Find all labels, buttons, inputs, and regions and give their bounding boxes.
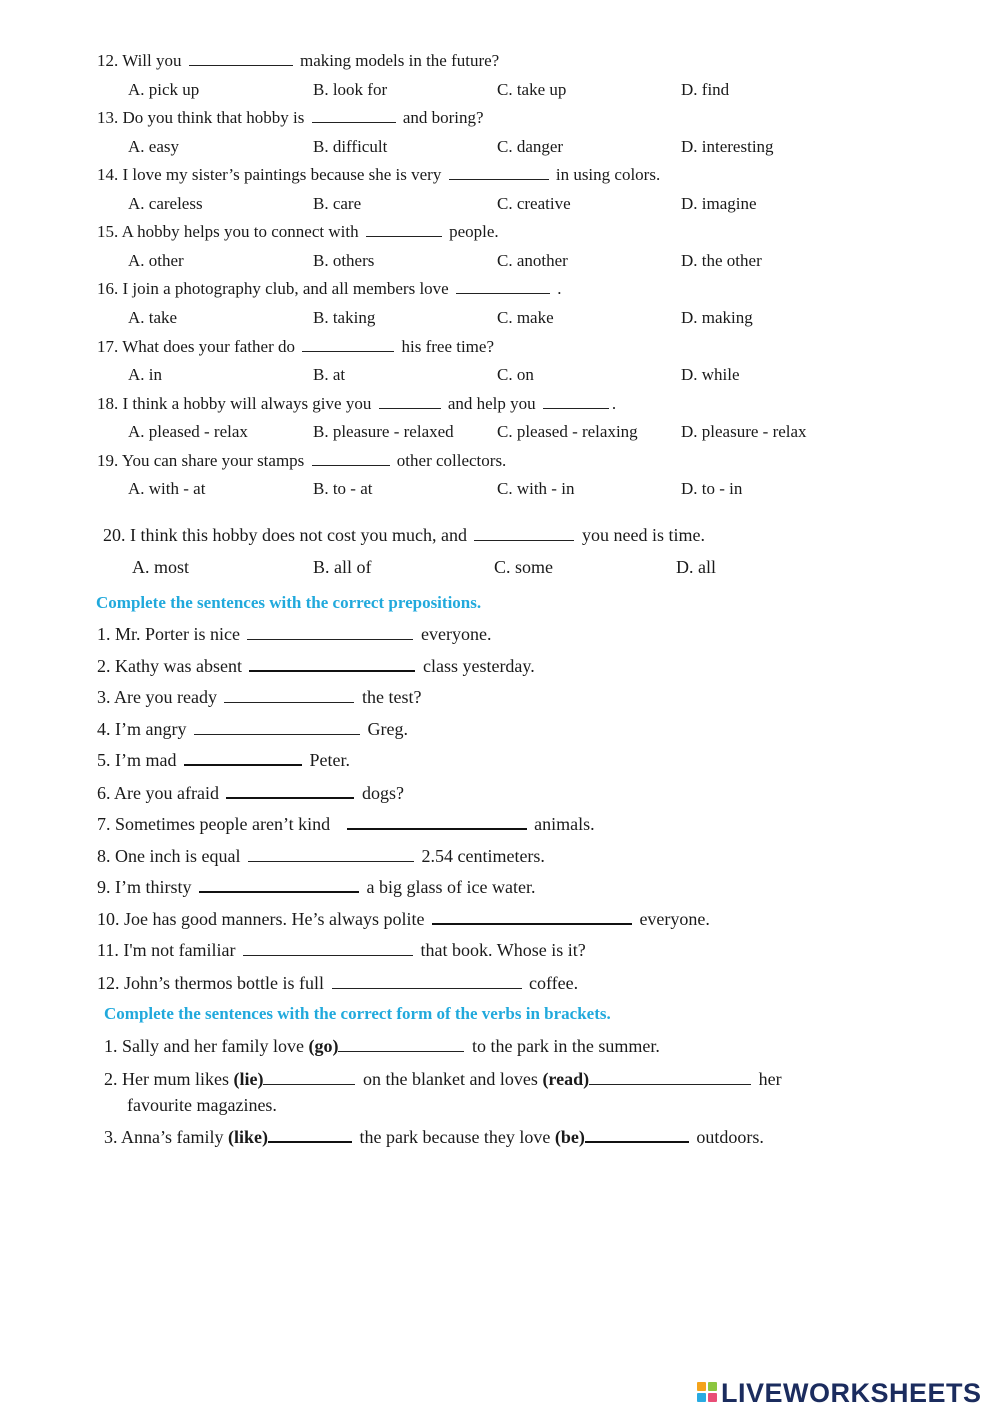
mc-question-19: 19. You can share your stamps other collectors. xyxy=(97,451,507,470)
mc-question-20: 20. I think this hobby does not cost you much, and you need is time. xyxy=(103,525,705,545)
mc-question-15: 15. A hobby helps you to connect with people. xyxy=(97,222,499,241)
answer-blank-1[interactable] xyxy=(263,1070,355,1085)
verb-item-1: 1. Sally and her family love (go) to the park in the summer. xyxy=(104,1036,660,1056)
answer-blank[interactable] xyxy=(248,847,414,862)
option-a[interactable]: A. pleased - relax xyxy=(128,422,248,441)
section-heading-prepositions: Complete the sentences with the correct prepositions. xyxy=(96,593,482,612)
preposition-item-1: 1. Mr. Porter is nice everyone. xyxy=(97,624,492,644)
option-c[interactable]: C. pleased - relaxing xyxy=(497,422,638,441)
answer-blank[interactable] xyxy=(449,165,549,180)
section-heading-verbs: Complete the sentences with the correct form of the verbs in brackets. xyxy=(104,1004,611,1023)
answer-blank[interactable] xyxy=(189,51,293,66)
logo-icon xyxy=(697,1382,719,1404)
preposition-item-3: 3. Are you ready the test? xyxy=(97,687,422,707)
answer-blank-2[interactable] xyxy=(589,1070,751,1085)
preposition-item-4: 4. I’m angry Greg. xyxy=(97,719,408,739)
option-a[interactable]: A. in xyxy=(128,365,162,384)
answer-blank[interactable] xyxy=(249,656,415,672)
answer-blank[interactable] xyxy=(312,451,390,466)
option-a[interactable]: A. other xyxy=(128,251,184,270)
answer-blank[interactable] xyxy=(432,909,632,925)
mc-question-18: 18. I think a hobby will always give you and help you . xyxy=(97,394,617,413)
option-a[interactable]: A. careless xyxy=(128,194,203,213)
answer-blank[interactable] xyxy=(224,688,354,703)
answer-blank[interactable] xyxy=(347,814,527,830)
answer-blank[interactable] xyxy=(226,783,354,799)
preposition-item-8: 8. One inch is equal 2.54 centimeters. xyxy=(97,846,545,866)
answer-blank[interactable] xyxy=(184,750,302,766)
option-d[interactable]: D. while xyxy=(681,365,740,384)
answer-blank[interactable] xyxy=(194,720,360,735)
option-c[interactable]: C. another xyxy=(497,251,568,270)
preposition-item-10: 10. Joe has good manners. He’s always polite everyone. xyxy=(97,909,710,929)
option-c[interactable]: C. some xyxy=(494,557,554,577)
answer-blank[interactable] xyxy=(199,877,359,893)
verb-item-3: 3. Anna’s family (like) the park because they love (be) outdoors. xyxy=(104,1127,764,1147)
preposition-item-7: 7. Sometimes people aren’t kind animals. xyxy=(97,814,595,834)
option-c[interactable]: C. danger xyxy=(497,137,564,156)
answer-blank-1[interactable] xyxy=(379,394,441,409)
option-b[interactable]: B. look for xyxy=(313,80,388,99)
answer-blank[interactable] xyxy=(247,625,413,640)
option-a[interactable]: A. pick up xyxy=(128,80,200,99)
answer-blank[interactable] xyxy=(456,279,550,294)
answer-blank-1[interactable] xyxy=(268,1127,352,1143)
preposition-item-6: 6. Are you afraid dogs? xyxy=(97,783,404,803)
preposition-item-11: 11. I'm not familiar that book. Whose is it? xyxy=(97,940,586,960)
answer-blank-2[interactable] xyxy=(543,394,609,409)
option-d[interactable]: D. pleasure - relax xyxy=(681,422,807,441)
option-c[interactable]: C. take up xyxy=(497,80,567,99)
answer-blank[interactable] xyxy=(332,974,522,989)
option-d[interactable]: D. find xyxy=(681,80,730,99)
option-a[interactable]: A. most xyxy=(132,557,190,577)
answer-blank[interactable] xyxy=(474,526,574,541)
option-b[interactable]: B. difficult xyxy=(313,137,388,156)
mc-question-17: 17. What does your father do his free time? xyxy=(97,337,494,356)
option-b[interactable]: B. at xyxy=(313,365,346,384)
logo-text: LIVEWORKSHEETS xyxy=(721,1378,982,1408)
preposition-item-2: 2. Kathy was absent class yesterday. xyxy=(97,656,535,676)
preposition-item-5: 5. I’m mad Peter. xyxy=(97,750,350,770)
verb-item-2: 2. Her mum likes (lie) on the blanket and loves (read) her xyxy=(104,1069,782,1089)
mc-question-14: 14. I love my sister’s paintings because she is very in using colors. xyxy=(97,165,661,184)
option-b[interactable]: B. care xyxy=(313,194,362,213)
option-d[interactable]: D. to - in xyxy=(681,479,743,498)
liveworksheets-logo xyxy=(697,1380,982,1406)
option-b[interactable]: B. taking xyxy=(313,308,376,327)
option-b[interactable]: B. all of xyxy=(313,557,372,577)
mc-question-16: 16. I join a photography club, and all members love . xyxy=(97,279,562,298)
option-a[interactable]: A. with - at xyxy=(128,479,206,498)
option-c[interactable]: C. with - in xyxy=(497,479,575,498)
mc-question-12: 12. Will you making models in the future? xyxy=(97,51,500,70)
preposition-item-9: 9. I’m thirsty a big glass of ice water. xyxy=(97,877,536,897)
option-a[interactable]: A. take xyxy=(128,308,178,327)
option-c[interactable]: C. creative xyxy=(497,194,571,213)
option-b[interactable]: B. to - at xyxy=(313,479,373,498)
answer-blank[interactable] xyxy=(338,1037,464,1052)
option-c[interactable]: C. make xyxy=(497,308,554,327)
answer-blank[interactable] xyxy=(312,108,396,123)
option-d[interactable]: D. making xyxy=(681,308,753,327)
preposition-item-12: 12. John’s thermos bottle is full coffee. xyxy=(97,973,579,993)
verb-item-2-continued: favourite magazines. xyxy=(127,1095,277,1115)
answer-blank[interactable] xyxy=(366,222,442,237)
option-d[interactable]: D. the other xyxy=(681,251,762,270)
option-a[interactable]: A. easy xyxy=(128,137,179,156)
answer-blank[interactable] xyxy=(302,337,394,352)
option-d[interactable]: D. imagine xyxy=(681,194,757,213)
answer-blank-2[interactable] xyxy=(585,1127,689,1143)
option-d[interactable]: D. all xyxy=(676,557,716,577)
option-d[interactable]: D. interesting xyxy=(681,137,774,156)
option-b[interactable]: B. pleasure - relaxed xyxy=(313,422,454,441)
option-b[interactable]: B. others xyxy=(313,251,375,270)
mc-question-13: 13. Do you think that hobby is and boring? xyxy=(97,108,484,127)
answer-blank[interactable] xyxy=(243,941,413,956)
option-c[interactable]: C. on xyxy=(497,365,534,384)
